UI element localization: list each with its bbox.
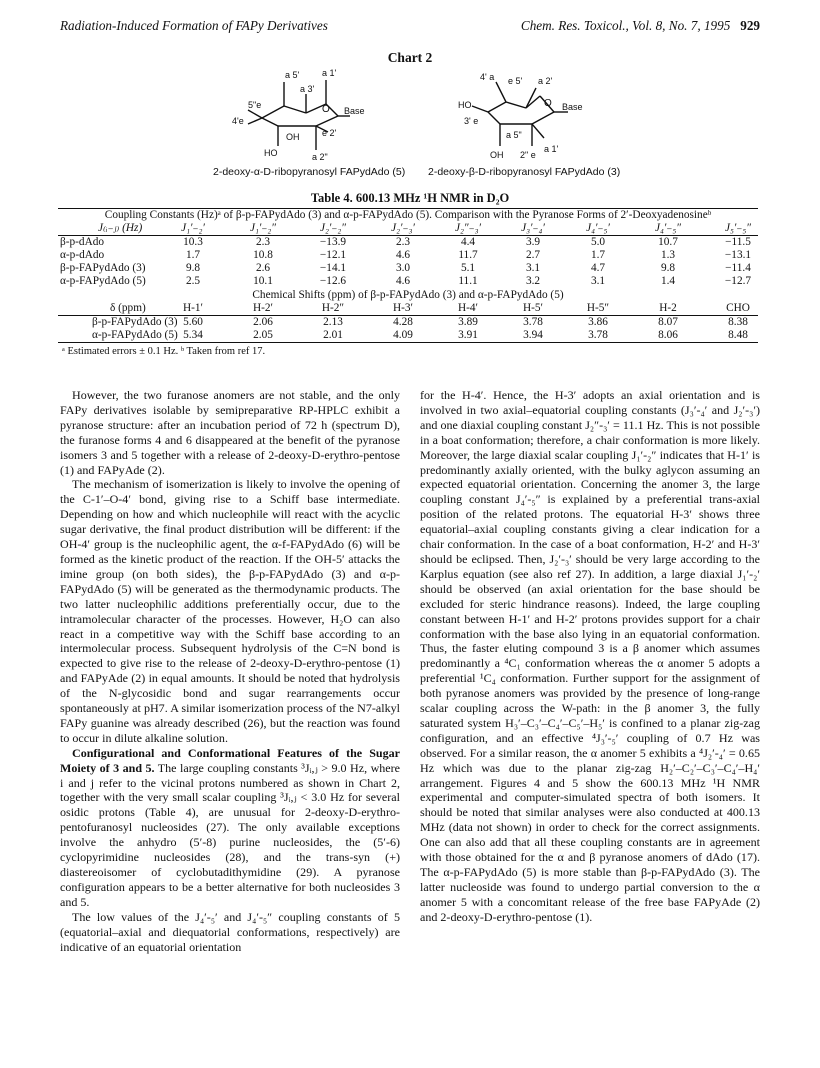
column-header: H-1′ bbox=[182, 302, 204, 314]
table-cell: 3.1 bbox=[525, 262, 541, 274]
caption-alpha: 2-deoxy-α-D-ribopyranosyl FAPydAdo (5) bbox=[213, 166, 406, 178]
section-heading: Configurational and Conformational Features of the Sugar Moiety of 3 and 5. bbox=[60, 745, 400, 775]
table-cell: 3.78 bbox=[523, 316, 543, 328]
label-a1p: a 1' bbox=[322, 68, 337, 78]
table-cell: 2.7 bbox=[525, 249, 541, 261]
caption-beta: 2-deoxy-β-D-ribopyranosyl FAPydAdo (3) bbox=[428, 166, 621, 178]
table-cell: −13.1 bbox=[724, 249, 752, 261]
label-a2p: a 2' bbox=[538, 76, 553, 86]
column-header: H-2″ bbox=[321, 302, 345, 314]
label-a5pp: a 5" bbox=[506, 130, 522, 140]
table-cell: 9.8 bbox=[185, 262, 201, 274]
table-cell: 10.3 bbox=[183, 236, 203, 248]
coupling-col-header-row bbox=[58, 222, 758, 235]
table-cell: 4.28 bbox=[393, 316, 413, 328]
beta-chair-diagram bbox=[440, 66, 590, 166]
table-bottom-rule bbox=[58, 342, 758, 343]
label-e2p: e 2' bbox=[322, 128, 337, 138]
journal-ref: Chem. Res. Toxicol., Vol. 8, No. 7, 1995 bbox=[520, 18, 731, 33]
table-cell: 2.01 bbox=[323, 329, 343, 341]
label-e4p: 4' a bbox=[480, 72, 495, 82]
label-e5pp: 5"e bbox=[248, 100, 262, 110]
table-cell: 4.7 bbox=[590, 262, 606, 274]
table-cell: −13.9 bbox=[319, 236, 347, 248]
row-label: α-p-FAPydAdo (5) bbox=[92, 329, 178, 341]
column-header: J₂″₋₃′ bbox=[454, 222, 481, 234]
label-a2pp: a 2" bbox=[312, 152, 328, 162]
column-header: CHO bbox=[726, 302, 750, 314]
table-cell: 3.0 bbox=[395, 262, 411, 274]
table-row bbox=[58, 316, 758, 329]
ring-oxygen: O bbox=[544, 98, 552, 109]
table-cell: 10.1 bbox=[253, 275, 273, 287]
table-cell: 3.86 bbox=[588, 316, 608, 328]
page-number: 929 bbox=[740, 18, 760, 33]
label-ho: HO bbox=[264, 148, 278, 158]
right-column bbox=[420, 388, 760, 925]
column-header: H-4′ bbox=[457, 302, 479, 314]
column-header: J₁′₋₂″ bbox=[249, 222, 276, 234]
table-cell: 5.60 bbox=[183, 316, 203, 328]
table-cell: 5.34 bbox=[183, 329, 203, 341]
column-header: H-2 bbox=[659, 302, 677, 314]
table-row bbox=[58, 236, 758, 249]
left-column bbox=[60, 388, 400, 954]
row-label: α-p-dAdo bbox=[60, 249, 105, 261]
table-cell: 8.38 bbox=[728, 316, 748, 328]
table-cell: 4.4 bbox=[460, 236, 476, 248]
table-cell: 10.7 bbox=[658, 236, 678, 248]
table-cell: −14.1 bbox=[319, 262, 347, 274]
table-cell: 3.2 bbox=[525, 275, 541, 287]
table-cell: 4.6 bbox=[395, 249, 411, 261]
column-header: H-5′ bbox=[522, 302, 544, 314]
table-cell: −12.1 bbox=[319, 249, 347, 261]
label-ho: HO bbox=[458, 100, 472, 110]
row-label: β-p-FAPydAdo (3) bbox=[60, 262, 146, 274]
column-header: H-2′ bbox=[252, 302, 274, 314]
table-cell: 3.9 bbox=[525, 236, 541, 248]
table-cell: −11.4 bbox=[725, 262, 751, 274]
label-e2pp: 2" e bbox=[520, 150, 536, 160]
table-cell: 1.4 bbox=[660, 275, 676, 287]
table-row bbox=[58, 329, 758, 342]
paragraph: However, the two furanose anomers are not stable, and the only FAPy derivatives isolable by semipreparative RP-HPLC exhibit a pyranose structure: after an incubation period of 72 h (spectrum D), the furanose forms 4 and 6 disappeared at the benefit of the pyranose isomers 3 and 5 together with a release of 2-deoxy-D-erythro-pentose (1) and FAPyAde (2). bbox=[60, 388, 400, 477]
table-row bbox=[58, 262, 758, 275]
column-header: H-3′ bbox=[392, 302, 414, 314]
column-header: δ (ppm) bbox=[110, 302, 146, 314]
label-oh: OH bbox=[286, 132, 300, 142]
column-header: J₂′₋₂″ bbox=[319, 222, 346, 234]
column-header: J₃′₋₄′ bbox=[521, 222, 545, 234]
table-cell: 5.1 bbox=[460, 262, 476, 274]
label-e3p: 3' e bbox=[464, 116, 479, 126]
paragraph: for the H-4′. Hence, the H-3′ adopts an axial orientation and is involved in two axial–equatorial coupling constants (J₃′-₄′ and J₂′-₃′) and one diaxial coupling constant J₂″-₃′ = 11.1 Hz. This is not possible in a boat conformation; therefore, a chair conformation is more likely. Moreover, the large diaxial scalar coupling J₁′-₂″ indicates that H-1′ is predominantly axially oriented, with the bulky aglycon assuming an expected equatorial orientation. Concerning the anomer 3, the large coupling constant J₄′-₅″ is explained by a preferential trans-axial position of the related protons. The equatorial H-3′ shows three equatorial–axial coupling constants giving a clear indication for a chair conformation. In the case of a boat conformation, H-2′ and H-3′ should be eclipsed. Then, J₂′-₃′ should be very large according to the Karplus equation (see also ref 27). In addition, a large diaxial J₁′-₂′ should be observed (an axial orientation for the base should be excluded for steric hindrance reasons). Indeed, the large coupling constant between H-1′ and H-2′ protons provides support for a chair conformation with the base also lying in an equatorial conformation. Thus, the faster eluting compound 3 is a β anomer which assumes predominantly a ⁴C₁ conformation whereas the α anomer 5 adopts a preferential ¹C₄ conformation. Further support for the assignment of both pyranose anomers was provided by the presence of long-range scalar coupling across the W-path: in the β anomer 3, the fully saturated system H₃′–C₃′–C₄′–C₅′–H₅′ is confined to a planar zig-zag configuration, and an effective ⁴J₃′-₅′ coupling of 0.7 Hz was observed. For a similar reason, the α anomer 5 exhibits a ⁴J₂′-₄′ = 0.65 Hz which was due to the planar zig-zag H₂′–C₂′–C₃′–C₄′–H₄′ arrangement. Figures 4 and 5 show the 600.13 MHz ¹H NMR experimental and computer-simulated spectra of both isomers. It should be noted that similar analyses were also conducted at 400.13 MHz (data not shown) in order to check for the correct assignments. One can also add that all these coupling constants are in agreement with those obtained for the α and β pyranose anomers of dAdo (17). The α-p-FAPydAdo (5) is more stable than β-p-FAPydAdo (3). The latter nucleoside was found to undergo partial conversion to the α anomer 5 with a concomitant release of the free base FAPyAde (2) and 2-deoxy-D-erythro-pentose (1). bbox=[420, 388, 760, 924]
row-label: β-p-dAdo bbox=[60, 236, 105, 248]
table-cell: 4.09 bbox=[393, 329, 413, 341]
column-header: J₄′₋₅″ bbox=[654, 222, 681, 234]
table-cell: 4.6 bbox=[395, 275, 411, 287]
alpha-chair-diagram bbox=[222, 66, 372, 166]
coupling-header: Coupling Constants (Hz)ᵃ of β-p-FAPydAdo (3) and α-p-FAPydAdo (5). Comparison with the Pyranose Forms of 2′-Deoxyadenosineᵇ bbox=[104, 209, 712, 221]
table-cell: 2.06 bbox=[253, 316, 273, 328]
column-header: J₁′₋₂′ bbox=[181, 222, 205, 234]
table-cell: 8.06 bbox=[658, 329, 678, 341]
table-cell: 5.0 bbox=[590, 236, 606, 248]
table-cell: 8.07 bbox=[658, 316, 678, 328]
table-cell: 3.91 bbox=[458, 329, 478, 341]
table-cell: 2.05 bbox=[253, 329, 273, 341]
table-cell: 2.13 bbox=[323, 316, 343, 328]
label-base: Base bbox=[562, 102, 583, 112]
table-cell: 3.94 bbox=[523, 329, 543, 341]
table-cell: 3.89 bbox=[458, 316, 478, 328]
shift-header: Chemical Shifts (ppm) of β-p-FAPydAdo (3) and α-p-FAPydAdo (5) bbox=[252, 289, 564, 301]
ring-oxygen: O bbox=[322, 104, 330, 115]
table-cell: −11.5 bbox=[725, 236, 751, 248]
label-base: Base bbox=[344, 106, 365, 116]
structure-alpha-anomer bbox=[222, 66, 372, 171]
column-header: H-5″ bbox=[586, 302, 610, 314]
table-cell: 1.7 bbox=[185, 249, 201, 261]
nmr-table bbox=[58, 208, 758, 357]
running-title: Radiation-Induced Formation of FAPy Derivatives bbox=[60, 18, 328, 33]
shift-col-header-row bbox=[58, 302, 758, 315]
table-cell: 2.5 bbox=[185, 275, 201, 287]
table-cell: 8.48 bbox=[728, 329, 748, 341]
journal-citation bbox=[521, 18, 760, 34]
row-label: α-p-FAPydAdo (5) bbox=[60, 275, 146, 287]
table-title: Table 4. 600.13 MHz ¹H NMR in D₂O bbox=[310, 191, 510, 205]
table-footnote: ᵃ Estimated errors ± 0.1 Hz. ᵇ Taken from ref 17. bbox=[62, 346, 266, 357]
paragraph: The low values of the J₄′-₅′ and J₄′-₅″ coupling constants of 5 (equatorial–axial and diequatorial conformations, respectively) are indicative of an equatorial orientation bbox=[60, 909, 400, 954]
table-cell: −12.6 bbox=[319, 275, 347, 287]
table-cell: 3.1 bbox=[590, 275, 606, 287]
table-cell: 11.1 bbox=[458, 275, 478, 287]
label-a3p: a 3' bbox=[300, 84, 315, 94]
column-header: J₅′₋₅″ bbox=[724, 222, 751, 234]
table-cell: 1.7 bbox=[590, 249, 606, 261]
paragraph bbox=[60, 746, 400, 910]
table-row bbox=[58, 275, 758, 288]
table-cell: 2.3 bbox=[395, 236, 411, 248]
table-row bbox=[58, 249, 758, 262]
structure-beta-anomer bbox=[440, 66, 590, 171]
table-cell: 2.6 bbox=[255, 262, 271, 274]
table-cell: 3.78 bbox=[588, 329, 608, 341]
label-e5p: e 5' bbox=[508, 76, 523, 86]
table-cell: 9.8 bbox=[660, 262, 676, 274]
table-cell: 2.3 bbox=[255, 236, 271, 248]
column-header: J₍ᵢ₋ⱼ₎ (Hz) bbox=[98, 222, 143, 234]
label-a1p: a 1' bbox=[544, 144, 559, 154]
row-label: β-p-FAPydAdo (3) bbox=[92, 316, 178, 328]
table-cell: −12.7 bbox=[724, 275, 752, 287]
column-header: J₂′₋₃′ bbox=[391, 222, 415, 234]
label-e4p: 4'e bbox=[232, 116, 244, 126]
table-cell: 11.7 bbox=[458, 249, 478, 261]
chart-title: Chart 2 bbox=[387, 50, 433, 65]
table-cell: 1.3 bbox=[660, 249, 676, 261]
running-header bbox=[60, 18, 760, 34]
column-header: J₄′₋₅′ bbox=[586, 222, 610, 234]
shift-rows bbox=[58, 316, 758, 342]
paragraph-text: The large coupling constants ³Jᵢ,ⱼ > 9.0 Hz, where i and j refer to the vicinal protons numbered as shown in Chart 2, together with the very small scalar coupling ³Jᵢ,ⱼ < 3.0 Hz for several osidic protons (Table 4), are unusual for 2-deoxy-D-erythro-pentofuranosyl nucleosides (27). The only available exceptions involve the anhydro (5′-8) purine nucleosides, the (5′-6) cyclopyrimidine nucleosides (28), and the trans-syn (+) diastereoisomer of cyclobutadithymidine (29). A pyranose configuration appears to be a better alternative for both nucleosides 3 and 5. bbox=[60, 760, 400, 909]
label-a5p: a 5' bbox=[285, 70, 300, 80]
paragraph: The mechanism of isomerization is likely to involve the opening of the C-1′–O-4′ bond, giving rise to a Schiff base intermediate. Depending on how and which nucleophile will react with the acyclic sugar derivative, the final product distribution will be different: if the OH-4′ group is the nucleophilic agent, the α-f-FAPydAdo (6) will be formed as the kinetic product of the reaction. If the OH-5′ attacks the imine group (on both sides), the β-p-FAPydAdo (3) and α-p-FAPydAdo (5) will be generated as the thermodynamic products. The two latter nucleophilic additions preferentially occur, due to the intramolecular character of the processes. However, H₂O can also react in a competitive way with the Schiff base according to an intermolecular process. Subsequent hydrolysis of the C=N bond is expected to give rise to the release of 2-deoxy-D-erythro-pentose (1) and FAPyAde (2) in equal amounts. It should be noted that hydrolysis of the N-glycosidic bond and sugar rearrangements occur spontaneously at pH7. A similar isomerization process of the N7-alkyl FAPy guanine was already described (26), but the reaction was found to occur in dilute alkaline solution. bbox=[60, 477, 400, 745]
label-oh: OH bbox=[490, 150, 504, 160]
coupling-rows bbox=[58, 236, 758, 288]
table-cell: 10.8 bbox=[253, 249, 273, 261]
